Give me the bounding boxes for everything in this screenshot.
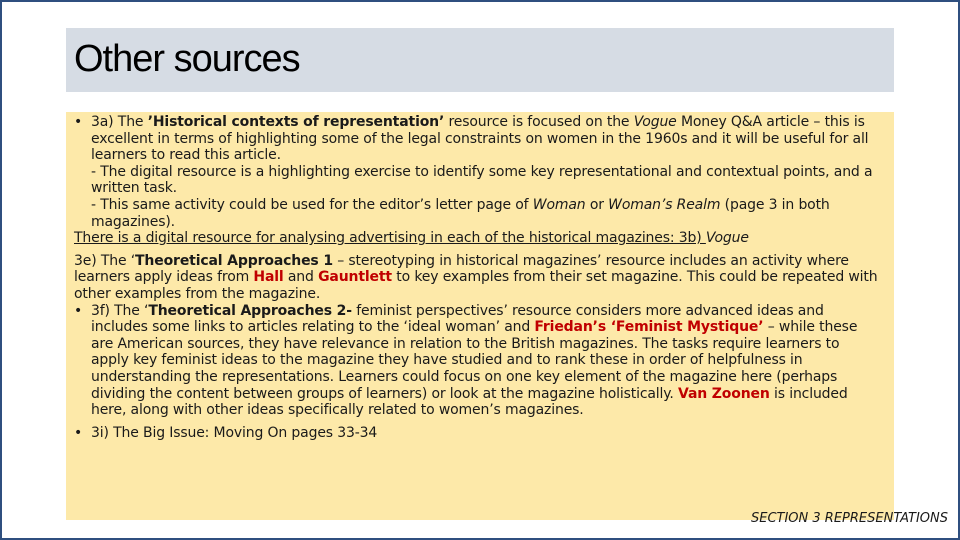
bullet-marker: • <box>74 114 83 130</box>
item-3a-line3 <box>91 197 880 230</box>
vogue-italic: Vogue <box>633 114 677 130</box>
item-3a-line3b: (page 3 in both magazines). <box>91 196 830 230</box>
page-title: Other sources <box>74 38 300 80</box>
resource-title-ta2: Theoretical Approaches 2- <box>148 302 352 319</box>
content-box <box>66 112 894 520</box>
bullet-text-3f <box>91 303 880 419</box>
bullet-marker: • <box>74 424 83 441</box>
resource-title-historical: ’Historical contexts of representation’ <box>147 114 445 130</box>
item-3f-text2: – while these are American sources, they have relevance in relation to the British magazines. The tasks require learners to apply key feminist ideas to the magazine they have studied and to rank these in order of helpfulness in understanding the representations. Learners could focus on one key element of the magazine here (perhaps dividing the content between groups of learners) or look at the magazine holistically. <box>91 319 858 402</box>
theorist-gauntlett: Gauntlett <box>318 269 392 286</box>
bullet-text-3a <box>91 114 880 164</box>
item-3f-prefix: 3f) The ‘ <box>91 302 149 319</box>
vogue-italic-2: Vogue <box>705 230 749 247</box>
item-3f-text1: feminist perspectives’ resource considers more advanced ideas and includes some links to articles relating to the ‘ideal woman’ and <box>91 302 824 336</box>
resource-title-ta1: Theoretical Approaches 1 <box>135 252 333 269</box>
item-3e-text1: – stereotyping in historical magazines’ resource includes an activity where learners apply ideas from <box>74 252 849 286</box>
theorist-van-zoonen: Van Zoonen <box>678 385 770 402</box>
digital-resource-link[interactable]: There is a digital resource for analysing advertising in each of the historical magazines: 3b) <box>74 230 706 247</box>
item-3f-text3: is included here, along with other ideas specifically related to women’s magazines. <box>91 385 848 419</box>
bullet-item-3a <box>74 114 880 230</box>
womans-realm-italic: Woman’s Realm <box>608 196 721 213</box>
section-footer: SECTION 3 REPRESENTATIONS <box>750 511 948 526</box>
bullet-marker: • <box>74 302 83 319</box>
item-3e-prefix: 3e) The ‘ <box>74 252 136 269</box>
item-3e <box>74 253 880 303</box>
item-3e-text2: to key examples from their set magazine. This could be repeated with other examples from the magazine. <box>74 269 878 302</box>
item-3a-line3a: - This same activity could be used for the editor’s letter page of <box>91 196 533 213</box>
item-3a-text1: resource is focused on the <box>444 114 634 130</box>
bullet-item-3f <box>74 303 880 419</box>
theorist-hall: Hall <box>253 269 284 286</box>
bullet-item-3i <box>74 425 880 442</box>
item-3e-and: and <box>283 269 319 286</box>
theorist-friedan: Friedan’s ‘Feminist Mystique’ <box>534 319 764 336</box>
item-3a-prefix: 3a) The <box>91 114 148 130</box>
title-bar <box>66 28 894 92</box>
woman-italic: Woman <box>532 196 586 213</box>
item-3a-or: or <box>585 196 609 213</box>
digital-resource-line[interactable] <box>74 230 880 247</box>
item-3a-text2: Money Q&A article – this is excellent in terms of highlighting some of the legal constraints on women in the 1960s and it will be useful for all learners to read this article. <box>91 114 869 164</box>
item-3i-text: 3i) The Big Issue: Moving On pages 33-34 <box>91 424 378 441</box>
item-3a-line2: - The digital resource is a highlighting exercise to identify some key representational and contextual points, and a written task. <box>91 163 873 197</box>
